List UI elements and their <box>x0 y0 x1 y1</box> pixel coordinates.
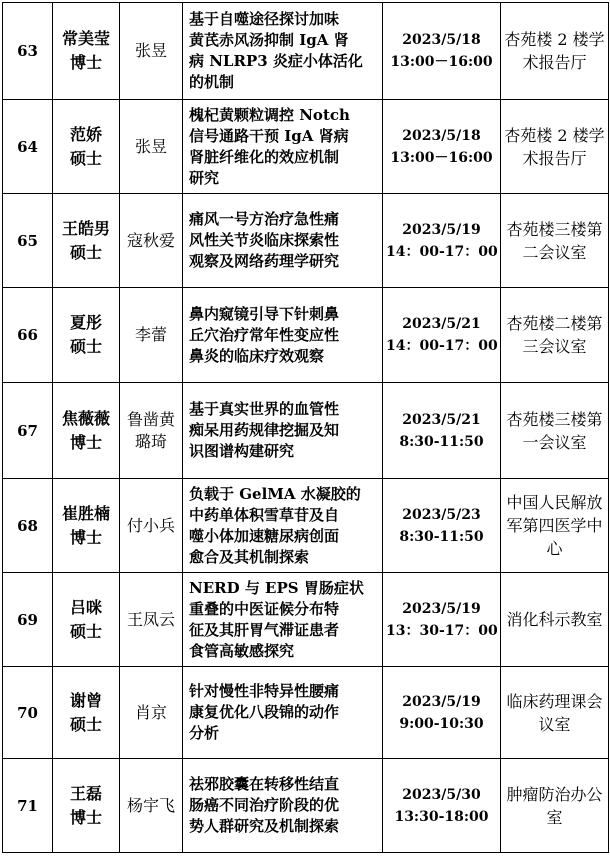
student-cell <box>53 479 120 573</box>
cell-line: 的机制 <box>189 73 235 91</box>
advisor-cell <box>120 479 183 573</box>
table-row <box>3 100 609 194</box>
table-row <box>3 383 609 479</box>
cell-line: 噬小体加速糖尿病创面 <box>189 526 340 545</box>
cell-line: 信号通路干预 IgA 肾病 <box>189 126 349 145</box>
student-degree: 硕士 <box>69 242 102 262</box>
advisor-cell <box>120 194 183 288</box>
row-number: 70 <box>3 667 53 759</box>
student-name: 焦薇薇 <box>61 408 110 428</box>
student-degree: 博士 <box>69 527 102 547</box>
student-cell <box>53 383 120 479</box>
cell-line: 心 <box>546 539 563 558</box>
defense-time: 13:30-18:00 <box>394 808 489 825</box>
table-row <box>3 667 609 759</box>
student-degree: 硕士 <box>69 148 102 168</box>
cell-line: 军第四医学中 <box>506 516 603 535</box>
cell-line: 识图谱构建研究 <box>189 442 295 460</box>
student-name: 范娇 <box>69 124 102 144</box>
student-degree: 博士 <box>69 807 102 827</box>
student-name: 夏彤 <box>69 313 102 332</box>
defense-date: 2023/5/30 <box>402 786 481 803</box>
student-name: 谢曾 <box>69 690 102 710</box>
cell-line: 负载于 GelMA 水凝胶的 <box>189 484 361 503</box>
cell-line: 中国人民解放 <box>506 493 603 512</box>
thesis-title-cell <box>183 194 383 288</box>
cell-line: 张昱 <box>134 136 167 156</box>
student-degree: 博士 <box>69 432 102 452</box>
defense-date: 2023/5/18 <box>402 32 481 48</box>
cell-line: 消化科示教室 <box>506 610 603 629</box>
cell-line: 槐杞黄颗粒调控 Notch <box>189 105 350 124</box>
thesis-title-cell <box>183 573 383 667</box>
defense-date: 2023/5/19 <box>402 600 481 617</box>
cell-line: 肾脏纤维化的效应机制 <box>189 147 340 166</box>
student-name: 崔胜楠 <box>61 503 110 523</box>
cell-line: 病 NLRP3 炎症小体活化 <box>189 52 363 70</box>
cell-line: 张昱 <box>134 41 167 60</box>
cell-line: 食管高敏感探究 <box>189 641 295 660</box>
advisor-cell <box>120 759 183 853</box>
location-cell <box>501 383 609 479</box>
defense-time: 8:30-11:50 <box>399 433 484 450</box>
cell-line: 肖京 <box>134 702 167 722</box>
student-degree: 硕士 <box>69 621 102 641</box>
row-number: 65 <box>3 194 53 288</box>
cell-line: 杏苑楼三楼第 <box>506 409 603 429</box>
location-cell <box>501 194 609 288</box>
defense-date: 2023/5/21 <box>402 411 481 428</box>
cell-line: 临床药理课会 <box>506 691 603 711</box>
row-number: 69 <box>3 573 53 667</box>
cell-line: 祛邪胶囊在转移性结直 <box>189 775 340 793</box>
cell-line: 杏苑楼 2 楼学 <box>504 125 605 145</box>
table-body <box>3 3 609 853</box>
table-row <box>3 194 609 288</box>
advisor-cell <box>120 288 183 383</box>
location-cell <box>501 288 609 383</box>
cell-line: 丘穴治疗常年性变应性 <box>189 325 340 344</box>
thesis-title-cell <box>183 3 383 100</box>
row-number: 63 <box>3 3 53 100</box>
student-degree: 博士 <box>69 53 102 72</box>
student-degree: 硕士 <box>69 714 102 734</box>
table-row <box>3 573 609 667</box>
defense-time: 8:30-11:50 <box>399 528 484 545</box>
student-cell <box>53 667 120 759</box>
thesis-title-cell <box>183 383 383 479</box>
cell-line: 肠癌不同治疗阶段的优 <box>189 796 340 814</box>
datetime-cell <box>383 759 501 853</box>
location-cell <box>501 3 609 100</box>
advisor-cell <box>120 667 183 759</box>
defense-schedule-table <box>2 2 609 853</box>
cell-line: 鼻内窥镜引导下针刺鼻 <box>189 304 340 323</box>
student-cell <box>53 288 120 383</box>
row-number: 68 <box>3 479 53 573</box>
row-number: 66 <box>3 288 53 383</box>
cell-line: 一会议室 <box>522 432 587 452</box>
cell-line: 术报告厅 <box>522 148 587 168</box>
cell-line: 风性关节炎临床探索性 <box>189 231 340 249</box>
cell-line: 观察及网络药理学研究 <box>189 252 340 270</box>
datetime-cell <box>383 3 501 100</box>
cell-line: 痴呆用药规律挖掘及知 <box>189 421 340 439</box>
thesis-title-cell <box>183 667 383 759</box>
student-cell <box>53 100 120 194</box>
cell-line: 针对慢性非特异性腰痛 <box>189 682 340 700</box>
student-cell <box>53 759 120 853</box>
cell-line: 研究 <box>189 168 220 187</box>
row-number: 64 <box>3 100 53 194</box>
datetime-cell <box>383 667 501 759</box>
cell-line: 室 <box>546 807 563 827</box>
thesis-title-cell <box>183 759 383 853</box>
cell-line: 势人群研究及机制探索 <box>189 817 340 835</box>
advisor-cell <box>120 3 183 100</box>
datetime-cell <box>383 288 501 383</box>
defense-date: 2023/5/21 <box>402 316 481 332</box>
row-number: 67 <box>3 383 53 479</box>
defense-date: 2023/5/18 <box>402 127 481 144</box>
datetime-cell <box>383 194 501 288</box>
advisor-cell <box>120 100 183 194</box>
student-cell <box>53 194 120 288</box>
location-cell <box>501 573 609 667</box>
cell-line: 重叠的中医证候分布特 <box>189 599 340 618</box>
datetime-cell <box>383 383 501 479</box>
cell-line: 付小兵 <box>126 515 175 535</box>
cell-line: 基于真实世界的血管性 <box>189 400 340 418</box>
cell-line: 鲁凿黄 <box>126 409 175 429</box>
defense-date: 2023/5/23 <box>402 506 481 523</box>
cell-line: 征及其肝胃气滞证患者 <box>189 620 340 639</box>
student-degree: 硕士 <box>69 337 102 356</box>
cell-line: 分析 <box>189 724 220 742</box>
advisor-cell <box>120 573 183 667</box>
cell-line: 黄芪赤风汤抑制 IgA 肾 <box>189 31 349 49</box>
cell-line: 杏苑楼二楼第 <box>506 314 603 333</box>
defense-date: 2023/5/19 <box>402 693 481 710</box>
defense-date: 2023/5/19 <box>402 221 481 238</box>
student-name: 王皓男 <box>61 218 110 238</box>
cell-line: 王凤云 <box>126 609 175 629</box>
student-cell <box>53 573 120 667</box>
cell-line: 杨宇飞 <box>126 795 175 815</box>
location-cell <box>501 100 609 194</box>
table-row <box>3 479 609 573</box>
cell-line: 三会议室 <box>522 337 587 356</box>
cell-line: 杏苑楼三楼第 <box>506 219 603 239</box>
student-name: 王磊 <box>69 783 102 803</box>
defense-time: 13：30-17：00 <box>386 622 498 639</box>
table-row <box>3 288 609 383</box>
cell-line: 李蕾 <box>134 325 167 344</box>
thesis-title-cell <box>183 100 383 194</box>
student-name: 常美莹 <box>61 29 110 48</box>
table-row <box>3 3 609 100</box>
defense-time: 9:00-10:30 <box>399 715 484 732</box>
defense-time: 13:00－16:00 <box>390 149 493 166</box>
datetime-cell <box>383 100 501 194</box>
row-number: 71 <box>3 759 53 853</box>
cell-line: 肿瘤防治办公 <box>506 784 603 804</box>
cell-line: 愈合及其机制探索 <box>189 547 310 566</box>
cell-line: 二会议室 <box>522 242 587 262</box>
location-cell <box>501 667 609 759</box>
cell-line: 议室 <box>538 714 571 734</box>
cell-line: NERD 与 EPS 胃肠症状 <box>189 578 364 597</box>
cell-line: 基于自噬途径探讨加味 <box>189 10 340 28</box>
cell-line: 痛风一号方治疗急性痛 <box>189 210 340 228</box>
student-name: 吕咪 <box>69 597 102 617</box>
cell-line: 杏苑楼 2 楼学 <box>504 30 605 49</box>
datetime-cell <box>383 573 501 667</box>
cell-line: 中药单体积雪草苷及自 <box>189 505 340 524</box>
cell-line: 术报告厅 <box>522 53 587 72</box>
cell-line: 璐琦 <box>134 431 167 451</box>
cell-line: 康复优化八段锦的动作 <box>189 703 340 721</box>
datetime-cell <box>383 479 501 573</box>
location-cell <box>501 479 609 573</box>
cell-line: 寇秋爱 <box>126 230 175 250</box>
thesis-title-cell <box>183 479 383 573</box>
table-row <box>3 759 609 853</box>
location-cell <box>501 759 609 853</box>
advisor-cell <box>120 383 183 479</box>
defense-time: 14：00-17：00 <box>386 243 498 260</box>
thesis-title-cell <box>183 288 383 383</box>
defense-time: 13:00－16:00 <box>390 54 493 70</box>
defense-time: 14：00-17：00 <box>386 338 498 354</box>
cell-line: 鼻炎的临床疗效观察 <box>189 346 325 365</box>
student-cell <box>53 3 120 100</box>
